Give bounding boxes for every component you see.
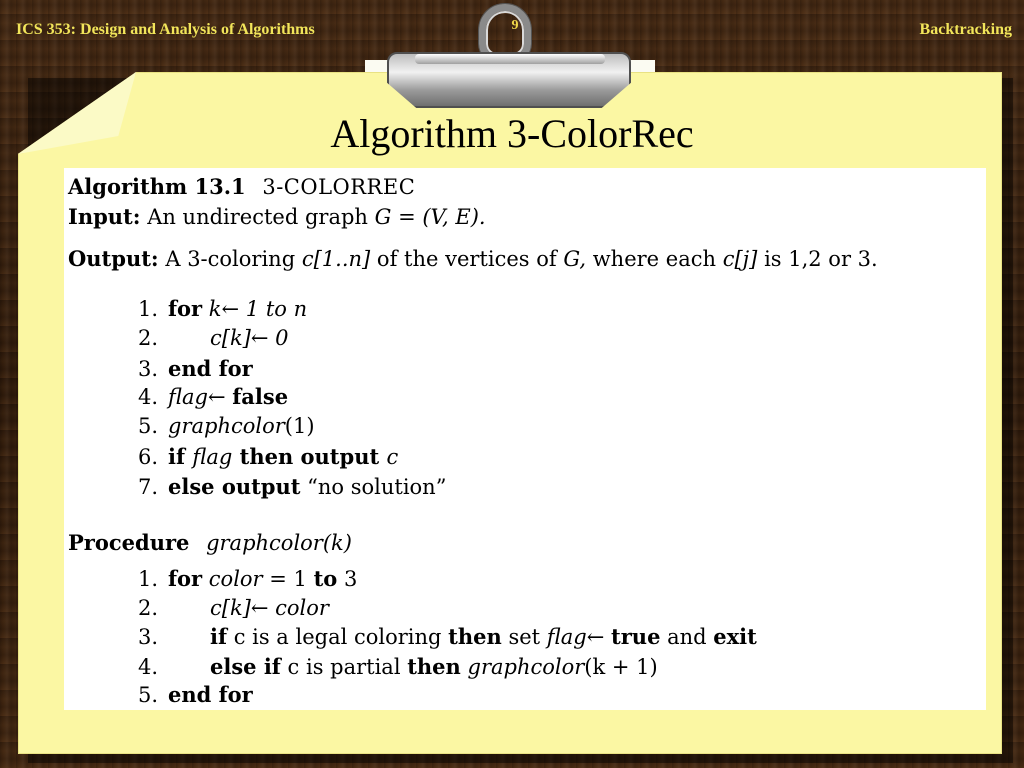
- step-keyword: true: [611, 624, 661, 649]
- step-number: 7.: [137, 475, 158, 499]
- step-text: = 1: [262, 567, 314, 591]
- output-label: Output:: [68, 246, 159, 271]
- step-keyword: end for: [168, 356, 253, 381]
- step-keyword: for: [168, 566, 203, 591]
- algorithm-input: [68, 204, 486, 229]
- output-text-3: where each: [592, 247, 717, 271]
- step-keyword: else output: [168, 474, 301, 499]
- procedure-name: graphcolor(k): [206, 531, 352, 555]
- step-arg: (k + 1): [584, 655, 658, 679]
- main-step-4: [124, 384, 288, 409]
- step-var: flag: [546, 625, 587, 649]
- algorithm-name: 3-COLORREC: [262, 175, 416, 199]
- step-text: k← 1 to n: [202, 297, 308, 321]
- step-number: 5.: [137, 414, 158, 438]
- proc-step-5: [124, 682, 253, 707]
- output-math-3: c[j]: [722, 247, 758, 271]
- step-call: graphcolor: [168, 414, 285, 438]
- step-text: c[k]←: [210, 596, 276, 620]
- slide-title: Algorithm 3-ColorRec: [330, 111, 694, 156]
- slide-number: 9: [511, 18, 519, 33]
- output-math-2: G,: [563, 247, 587, 271]
- main-step-5: [124, 414, 315, 438]
- step-arrow: ←: [207, 385, 233, 409]
- step-keyword: end for: [168, 682, 253, 707]
- step-number: 1.: [137, 567, 158, 591]
- course-title: ICS 353: Design and Analysis of Algorithms: [16, 21, 315, 38]
- step-keyword: false: [232, 384, 289, 409]
- clip-bar: [415, 54, 605, 64]
- step-text: “no solution”: [300, 475, 447, 499]
- main-step-6: [124, 444, 398, 469]
- step-keyword: if: [168, 444, 193, 469]
- input-math: G = (V, E).: [374, 205, 486, 229]
- output-text-4: is 1,2 or 3.: [764, 247, 878, 271]
- topic-title: Backtracking: [919, 21, 1012, 38]
- proc-step-1: [124, 566, 357, 591]
- step-keyword: exit: [713, 624, 757, 649]
- main-step-1: [124, 296, 307, 321]
- step-text: c is partial: [280, 655, 408, 679]
- output-math-1: c[1..n]: [301, 247, 371, 271]
- algorithm-image: [64, 168, 986, 710]
- input-text: An undirected graph: [147, 205, 368, 229]
- step-number: 2.: [137, 326, 158, 350]
- algorithm-heading: [68, 174, 415, 199]
- main-step-7: [124, 474, 446, 499]
- step-keyword: then: [407, 654, 461, 679]
- step-text: c[k]← 0: [210, 326, 289, 350]
- procedure-label: Procedure: [68, 530, 190, 555]
- step-var: flag: [168, 385, 208, 409]
- proc-step-2: [124, 596, 329, 620]
- step-number: 3.: [137, 357, 158, 381]
- algorithm-output: [68, 246, 878, 271]
- input-label: Input:: [68, 204, 141, 229]
- step-number: 3.: [137, 625, 158, 649]
- step-text: set: [501, 625, 547, 649]
- main-step-3: [124, 356, 253, 381]
- binder-clip-icon: [385, 2, 633, 112]
- step-number: 6.: [137, 445, 158, 469]
- step-keyword: for: [168, 296, 203, 321]
- step-var: color: [202, 567, 263, 591]
- step-call: graphcolor: [460, 655, 585, 679]
- step-var: color: [275, 596, 329, 620]
- step-arrow: ←: [586, 625, 612, 649]
- step-number: 5.: [137, 683, 158, 707]
- step-keyword: if: [210, 624, 228, 649]
- step-var: flag: [192, 445, 233, 469]
- step-number: 2.: [137, 596, 158, 620]
- step-keyword: then: [448, 624, 502, 649]
- step-number: 4.: [137, 385, 158, 409]
- step-number: 4.: [137, 655, 158, 679]
- step-keyword: to: [313, 566, 338, 591]
- algorithm-number: Algorithm 13.1: [68, 174, 246, 199]
- step-text: and: [660, 625, 714, 649]
- output-text-1: A 3-coloring: [165, 247, 296, 271]
- main-step-2: [124, 326, 289, 350]
- step-keyword: else if: [210, 654, 281, 679]
- step-text: c is a legal coloring: [227, 625, 449, 649]
- step-var: c: [386, 445, 399, 469]
- output-text-2: of the vertices of: [376, 247, 557, 271]
- step-number: 1.: [137, 297, 158, 321]
- step-keyword: then output: [232, 444, 387, 469]
- proc-step-4: [124, 654, 658, 679]
- procedure-heading: [68, 530, 352, 555]
- step-arg: (1): [284, 414, 315, 438]
- step-text: 3: [337, 567, 358, 591]
- proc-step-3: [124, 624, 757, 649]
